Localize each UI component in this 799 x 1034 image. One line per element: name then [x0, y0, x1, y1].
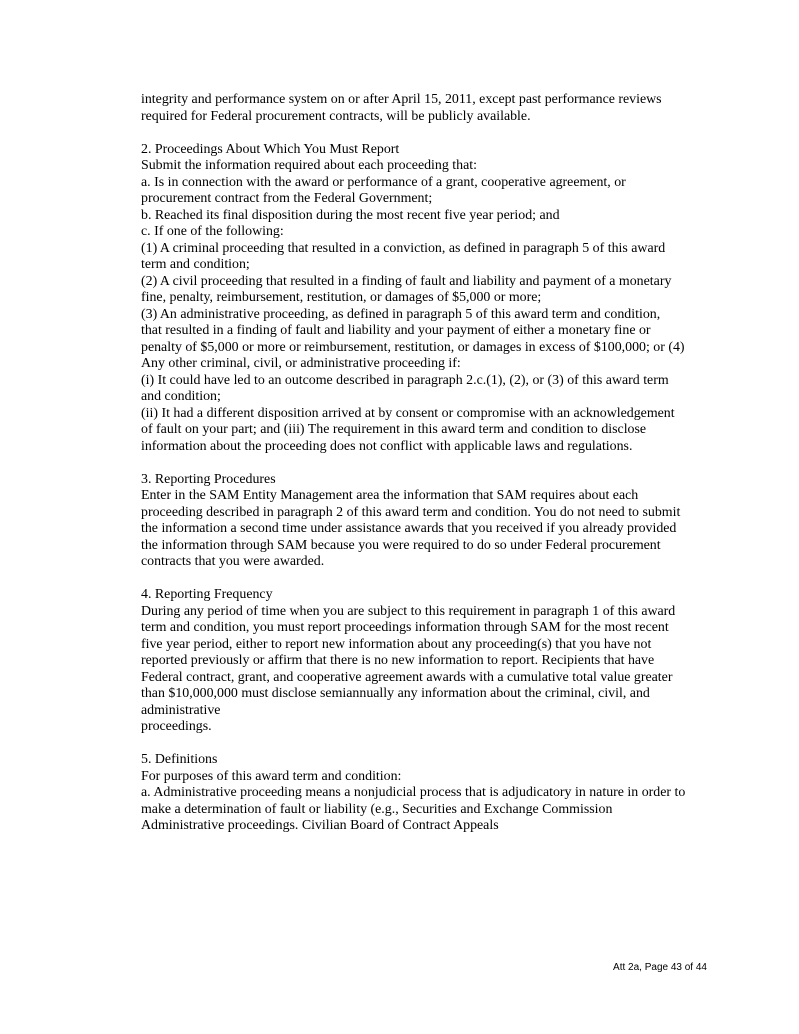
text-line: fine, penalty, reimbursement, restitution, or damages of $5,000 or more; — [141, 290, 542, 305]
text-line: 5. Definitions — [141, 752, 218, 767]
paragraph — [141, 587, 713, 736]
paragraph — [141, 142, 713, 456]
text-line: Any other criminal, civil, or administrative proceeding if: — [141, 356, 461, 371]
text-line: and condition; — [141, 389, 221, 404]
text-line: a. Is in connection with the award or performance of a grant, cooperative agreement, or — [141, 174, 626, 190]
text-line: 4. Reporting Frequency — [141, 587, 273, 602]
text-line: (1) A criminal proceeding that resulted in a conviction, as defined in paragraph 5 of this award — [141, 240, 666, 256]
text-line: proceeding described in paragraph 2 of this award term and condition. You do not need to submit — [141, 504, 681, 520]
text-line: of fault on your part; and (iii) The requirement in this award term and condition to disclose — [141, 422, 647, 437]
text-line: (i) It could have led to an outcome described in paragraph 2.c.(1), (2), or (3) of this award term — [141, 372, 669, 388]
text-line: reported previously or affirm that there is no new information to report. Recipients that have — [141, 653, 655, 668]
page-footer: Att 2a, Page 43 of 44 — [613, 962, 707, 973]
document-body — [141, 92, 713, 835]
text-line: term and condition; — [141, 257, 250, 272]
text-line: Submit the information required about each proceeding that: — [141, 158, 477, 173]
text-line: 3. Reporting Procedures — [141, 471, 276, 487]
text-line: integrity and performance system on or after April 15, 2011, except past performance reviews — [141, 92, 662, 107]
text-line: administrative — [141, 702, 221, 718]
text-line: proceedings. — [141, 719, 212, 734]
text-line: During any period of time when you are subject to this requirement in paragraph 1 of this award — [141, 603, 676, 619]
paragraph-spacer — [141, 736, 713, 753]
text-line: b. Reached its final disposition during the most recent five year period; and — [141, 207, 560, 223]
text-line: procurement contract from the Federal Government; — [141, 191, 433, 206]
text-line: contracts that you were awarded. — [141, 554, 325, 569]
text-line: a. Administrative proceeding means a nonjudicial process that is adjudicatory in nature in order to — [141, 785, 686, 800]
text-line: than $10,000,000 must disclose semiannually any information about the criminal, civil, and — [141, 686, 650, 701]
paragraph — [141, 752, 713, 835]
text-line: Enter in the SAM Entity Management area the information that SAM requires about each — [141, 488, 639, 503]
text-line: term and condition, you must report proceedings information through SAM for the most recent — [141, 620, 669, 635]
text-line: (ii) It had a different disposition arrived at by consent or compromise with an acknowledgement — [141, 405, 675, 421]
text-line: 2. Proceedings About Which You Must Report — [141, 141, 400, 157]
text-line: information about the proceeding does not conflict with applicable laws and regulations. — [141, 438, 633, 454]
paragraph-spacer — [141, 571, 713, 588]
paragraph-spacer — [141, 455, 713, 472]
text-line: Administrative proceedings. Civilian Board of Contract Appeals — [141, 818, 499, 833]
text-line: five year period, either to report new information about any proceeding(s) that you have not — [141, 636, 652, 652]
paragraph — [141, 92, 713, 125]
text-line: For purposes of this award term and condition: — [141, 768, 402, 784]
paragraph — [141, 472, 713, 571]
text-line: that resulted in a finding of fault and liability and your payment of either a monetary fine or — [141, 323, 651, 338]
text-line: (3) An administrative proceeding, as defined in paragraph 5 of this award term and condition, — [141, 306, 661, 322]
text-line: penalty of $5,000 or more or reimbursement, restitution, or damages in excess of $100,000; or (4) — [141, 339, 685, 355]
text-line: Federal contract, grant, and cooperative agreement awards with a cumulative total value greater — [141, 669, 673, 685]
text-line: (2) A civil proceeding that resulted in a finding of fault and liability and payment of a monetary — [141, 273, 672, 289]
text-line: required for Federal procurement contracts, will be publicly available. — [141, 108, 531, 124]
text-line: the information through SAM because you were required to do so under Federal procurement — [141, 537, 661, 553]
text-line: c. If one of the following: — [141, 224, 284, 239]
text-line: the information a second time under assistance awards that you received if you already provided — [141, 521, 677, 536]
paragraph-spacer — [141, 125, 713, 142]
text-line: make a determination of fault or liability (e.g., Securities and Exchange Commission — [141, 801, 613, 817]
